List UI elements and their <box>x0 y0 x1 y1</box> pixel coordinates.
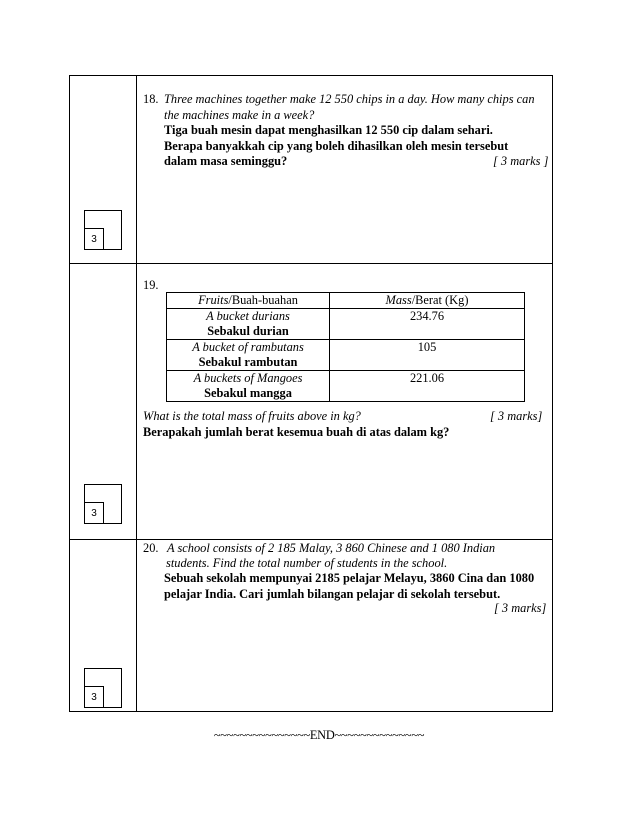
table-header-row <box>167 293 525 309</box>
table-header-mass <box>330 293 525 309</box>
table-cell-mass: 234.76 <box>330 309 525 340</box>
end-marker: ~~~~~~~~~~~~~~~END~~~~~~~~~~~~~~ <box>213 728 425 742</box>
question-20-number: 20. <box>143 541 159 555</box>
question-18-marks: [ 3 marks ] <box>493 154 549 168</box>
question-19-marks: [ 3 marks] <box>490 409 543 423</box>
question-20-malay-line-2: pelajar India. Cari jumlah bilangan pelajar di sekolah tersebut. <box>164 586 501 601</box>
fruit-malay: Sebakul rambutan <box>198 355 298 369</box>
question-19-english: What is the total mass of fruits above in kg? <box>143 409 361 423</box>
question-19-number: 19. <box>143 278 159 292</box>
fruit-mass-table <box>166 292 525 402</box>
table-header-mass-malay: /Berat (Kg) <box>411 293 469 307</box>
table-cell-fruit <box>167 309 330 340</box>
question-20-english-line-2: students. Find the total number of students in the school. <box>166 556 448 570</box>
table-cell-mass: 105 <box>330 340 525 371</box>
score-box-19 <box>84 484 122 524</box>
table-header-mass-english: Mass <box>385 293 412 307</box>
fruit-english: A bucket of rambutans <box>192 340 304 354</box>
fruit-malay: Sebakul durian <box>207 324 289 338</box>
question-18-malay-line-1: Tiga buah mesin dapat menghasilkan 12 550 cip dalam sehari. <box>164 123 493 137</box>
fruit-english: A buckets of Mangoes <box>193 371 303 385</box>
score-box-20-value: 3 <box>84 686 104 708</box>
table-header-fruit-malay: /Buah-buahan <box>228 293 298 307</box>
column-divider <box>136 76 137 711</box>
row-divider-18-19 <box>70 263 552 264</box>
fruit-malay: Sebakul mangga <box>204 386 292 400</box>
score-box-20 <box>84 668 122 708</box>
table-cell-mass: 221.06 <box>330 371 525 402</box>
table-header-fruit <box>167 293 330 309</box>
question-18-english-line-2: the machines make in a week? <box>164 107 315 122</box>
table-header-fruit-english: Fruits <box>198 293 229 307</box>
question-20-marks: [ 3 marks] <box>494 601 547 615</box>
question-18-malay-line-2: Berapa banyakkah cip yang boleh dihasilkan oleh mesin tersebut <box>164 138 509 153</box>
fruit-english: A bucket durians <box>206 309 290 323</box>
table-row <box>167 340 525 371</box>
row-divider-19-20 <box>70 539 552 540</box>
question-18-number: 18. <box>143 92 159 106</box>
question-19-malay: Berapakah jumlah berat kesemua buah di atas dalam kg? <box>143 425 450 439</box>
question-20-english-line-1: A school consists of 2 185 Malay, 3 860 Chinese and 1 080 Indian <box>167 541 496 555</box>
score-box-18-value: 3 <box>84 228 104 250</box>
score-box-19-value: 3 <box>84 502 104 524</box>
question-18-malay-line-3: dalam masa seminggu? <box>164 154 288 168</box>
table-row <box>167 309 525 340</box>
table-row <box>167 371 525 402</box>
table-cell-fruit <box>167 340 330 371</box>
score-box-18 <box>84 210 122 250</box>
question-20-malay-line-1: Sebuah sekolah mempunyai 2185 pelajar Melayu, 3860 Cina dan 1080 <box>164 571 535 585</box>
table-cell-fruit <box>167 371 330 402</box>
question-18-english-line-1: Three machines together make 12 550 chips in a day. How many chips can <box>164 92 535 106</box>
